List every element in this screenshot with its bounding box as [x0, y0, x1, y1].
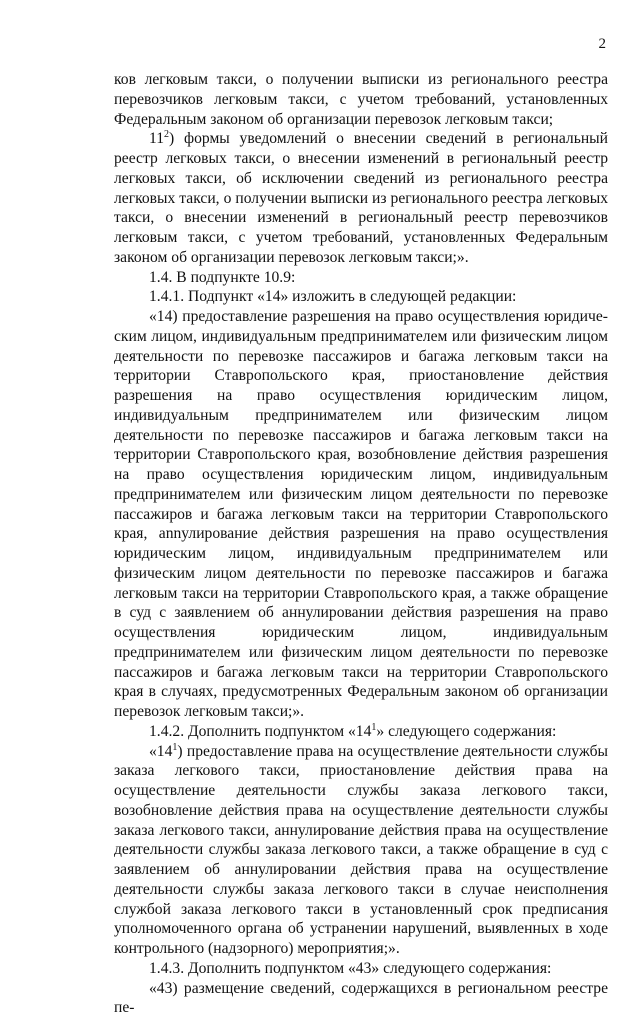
paragraph-text: 1.4. В подпункте 10.9:: [149, 269, 295, 286]
paragraph: [114, 70, 608, 129]
superscript: 1: [371, 722, 376, 733]
paragraph-text: ков легковым такси, о получении выписки из регионального реестра перевозчиков легковым такси, с учетом требований, установленных Федеральным законом об организации перевозок легковым такси;: [114, 71, 608, 128]
paragraph: [114, 979, 608, 1018]
paragraph: [114, 959, 608, 979]
paragraph-text: ) предоставление права на осуществление деятельности службы заказа легкового такси, приостановление действия права на осуществление деятельности службы заказа легкового такси, возобновление действия права на осуществление деятельности службы заказа легкового такси, аннулирование действия права на осуществление деятельности службы заказа легкового такси, а также обращение в суд с заявлением об аннулировании действия права на осуществление деятельности службы заказа легкового такси в случае неисполнения службой заказа легкового такси в установленный срок предписания уполномоченного органа об устранении нарушений, выявленных в ходе контрольного (надзорного) мероприятия;».: [114, 743, 608, 958]
paragraph-text: 1.4.2. Дополнить подпунктом «14: [149, 723, 371, 740]
superscript: 1: [172, 741, 177, 752]
page-number: 2: [599, 36, 607, 53]
document-body: [114, 70, 608, 1018]
paragraph-text: «43) размещение сведений, содержащихся в региональном реестре пе-: [114, 980, 608, 1017]
paragraph-text: 1.4.1. Подпункт «14» изложить в следующей редакции:: [149, 288, 516, 305]
paragraph: [114, 268, 608, 288]
paragraph-text: » следующего содержания:: [376, 723, 556, 740]
paragraph: [114, 722, 608, 742]
paragraph-text: 11: [149, 130, 164, 147]
paragraph: [114, 287, 608, 307]
paragraph: [114, 129, 608, 267]
superscript: 2: [164, 129, 169, 140]
paragraph: [114, 742, 608, 959]
paragraph-text: «14) предоставление разрешения на право осуществления юридическим лицом, индивидуальным предпринимателем или физическим лицом деятельности по перевозке пассажиров и багажа легковым такси на территории Ставропольского края, приостановление действия разрешения на право осуществления юридическим лицом, индивидуальным предпринимателем или физическим лицом деятельности по перевозке пассажиров и багажа легковым такси на территории Ставропольского края, возобновление действия разрешения на право осуществления юридическим лицом, индивидуальным предпринимателем или физическим лицом деятельности по перевозке пассажиров и багажа легковым такси на территории Ставропольского края, annулирование действия разрешения на право осуществления юридическим лицом, индивидуальным предпринимателем или физическим лицом деятельности по перевозке пассажиров и багажа легковым такси на территории Ставропольского края, а также обращение в суд с заявлением об аннулировании действия разрешения на право осуществления юридическим лицом, индивидуальным предпринимателем или физическим лицом деятельности по перевозке пассажиров и багажа легковым такси на территории Ставропольского края в случаях, предусмотренных Федеральным законом об организации перевозок легковым такси;».: [114, 308, 608, 720]
paragraph-text: «14: [149, 743, 172, 760]
paragraph: [114, 307, 608, 722]
paragraph-text: 1.4.3. Дополнить подпунктом «43» следующего содержания:: [149, 960, 551, 977]
paragraph-text: ) формы уведомлений о внесении сведений в региональный реестр легковых такси, о внесении изменений в региональный реестр легковых такси, об исключении сведений из регионального реестра легковых такси, о получении выписки из регионального реестра легковых такси, о внесении изменений в региональный реестр перевозчиков легковым такси, с учетом требований, установленных Федеральным законом об организации перевозок легковым такси;».: [114, 130, 608, 266]
